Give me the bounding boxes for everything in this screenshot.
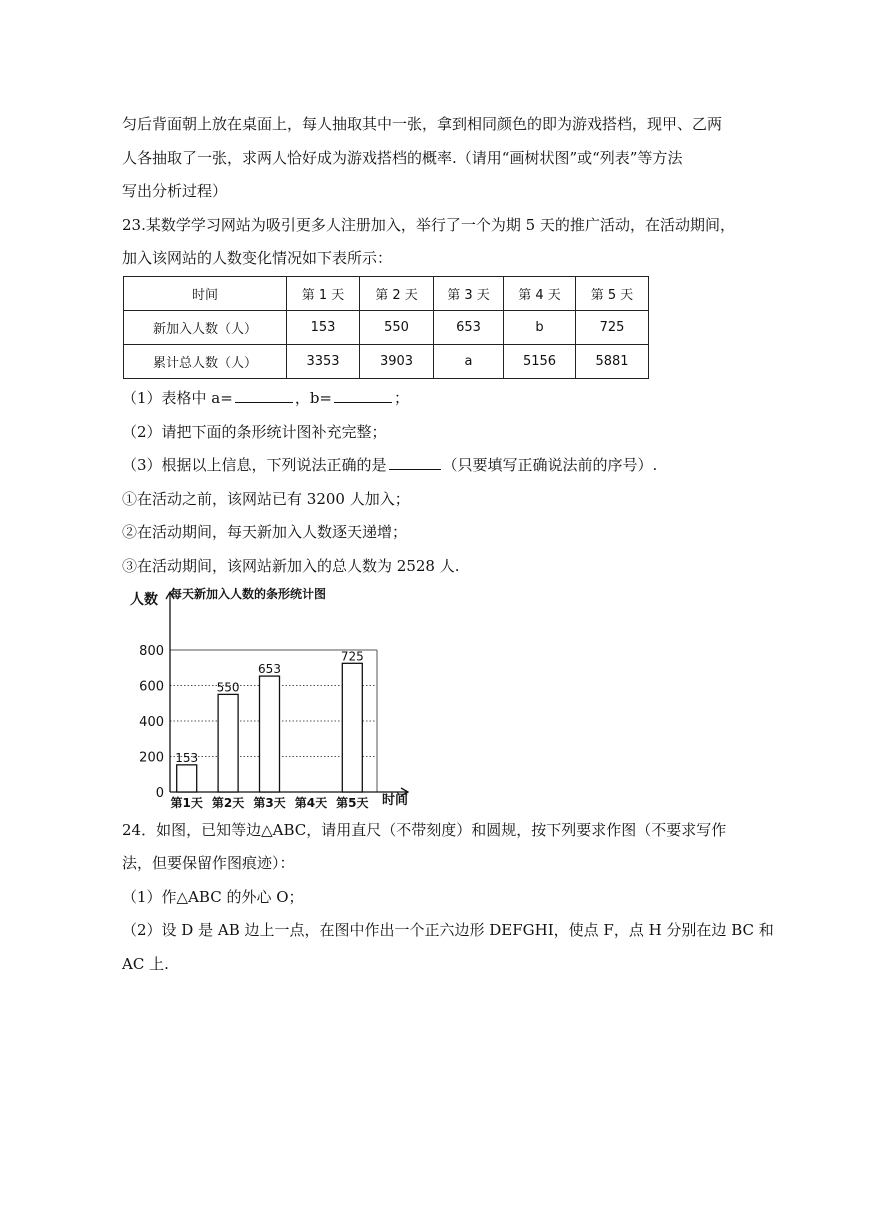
table-cell: 第 1 天 [287,277,360,311]
y-tick-label: 600 [139,679,164,695]
bar [342,663,362,792]
answer-blank-b[interactable] [334,388,392,403]
q23-part-3 [122,455,657,475]
visitor-table [123,276,649,379]
part-3-label: （3）根据以上信息，下列说法正确的是 [122,456,387,474]
part-3-tail: （只要填写正确说法前的序号）. [442,456,658,474]
bar-value-label: 550 [216,680,240,695]
table-cell: b [504,311,576,345]
table-cell: 153 [287,311,360,345]
answer-blank-statements[interactable] [389,455,441,470]
table-cell: 第 4 天 [504,277,576,311]
bar-value-label: 653 [258,662,281,677]
table-cell: 3353 [287,345,360,379]
table-cell: 3903 [360,345,434,379]
intro-line-2: 人各抽取了一张，求两人恰好成为游戏搭档的概率.（请用“画树状图”或“列表”等方法 [122,149,683,167]
table-cell: 5156 [504,345,576,379]
table-row [124,277,649,311]
chart-labels [139,644,368,810]
x-tick-label: 第4天 [294,796,328,810]
table-cell: 第 2 天 [360,277,434,311]
bar-value-label: 153 [175,750,199,765]
table-cell: 时间 [124,277,287,311]
table-cell: 新加入人数（人） [124,311,287,345]
q23-line-2: 加入该网站的人数变化情况如下表所示： [122,249,393,267]
answer-blank-a[interactable] [235,388,293,403]
q24-line-5: AC 上. [122,955,169,973]
x-tick-label: 第5天 [336,796,369,810]
q23-part-2: （2）请把下面的条形统计图补充完整； [122,423,387,441]
y-tick-label: 0 [155,786,164,801]
intro-line-1: 匀后背面朝上放在桌面上，每人抽取其中一张，拿到相同颜色的即为游戏搭档，现甲、乙两 [122,115,723,133]
table-cell: a [434,345,504,379]
part-1-end: ； [394,389,410,407]
y-axis-label: 人数 [130,592,158,608]
statement-1: ①在活动之前，该网站已有 3200 人加入； [122,490,410,508]
x-tick-label: 第1天 [170,796,203,810]
bar [260,676,280,792]
table-cell: 5881 [576,345,649,379]
bar [218,694,238,792]
table-row [124,311,649,345]
bar [177,765,197,792]
statement-2: ②在活动期间，每天新加入人数逐天递增； [122,523,408,541]
chart-axes [166,592,408,796]
bar-chart [130,582,430,814]
statement-3: ③在活动期间，该网站新加入的总人数为 2528 人. [122,557,460,575]
q24-line-3: （1）作△ABC 的外心 O； [122,888,304,906]
q24-line-1: 24．如图，已知等边△ABC，请用直尺（不带刻度）和圆规，按下列要求作图（不要求写作 [122,821,727,839]
table-cell: 653 [434,311,504,345]
table-cell: 第 3 天 [434,277,504,311]
x-tick-label: 第2天 [211,796,245,810]
q24-line-2: 法，但要保留作图痕迹）： [122,854,295,872]
q23-line-1: 23.某数学学习网站为吸引更多人注册加入，举行了一个为期 5 天的推广活动，在活动期间， [122,216,735,234]
bar-value-label: 725 [340,649,364,664]
part-1-mid: ，b= [294,389,332,407]
table-cell: 累计总人数（人） [124,345,287,379]
chart-bars [177,663,363,792]
y-tick-label: 400 [139,715,164,730]
table-cell: 第 5 天 [576,277,649,311]
table-row [124,345,649,379]
part-1-label: （1）表格中 a= [122,389,233,407]
table-cell: 550 [360,311,434,345]
q23-part-1 [122,388,409,408]
q24-line-4: （2）设 D 是 AB 边上一点，在图中作出一个正六边形 DEFGHI，使点 F，点 H 分别在边 BC 和 [122,921,774,939]
y-tick-label: 200 [139,750,164,766]
intro-line-3: 写出分析过程） [122,182,228,200]
table-cell: 725 [576,311,649,345]
y-tick-label: 800 [139,644,164,659]
x-tick-label: 第3天 [253,796,286,810]
x-axis-label: 时间 [382,793,409,808]
chart-title: 每天新加入人数的条形统计图 [170,587,327,601]
